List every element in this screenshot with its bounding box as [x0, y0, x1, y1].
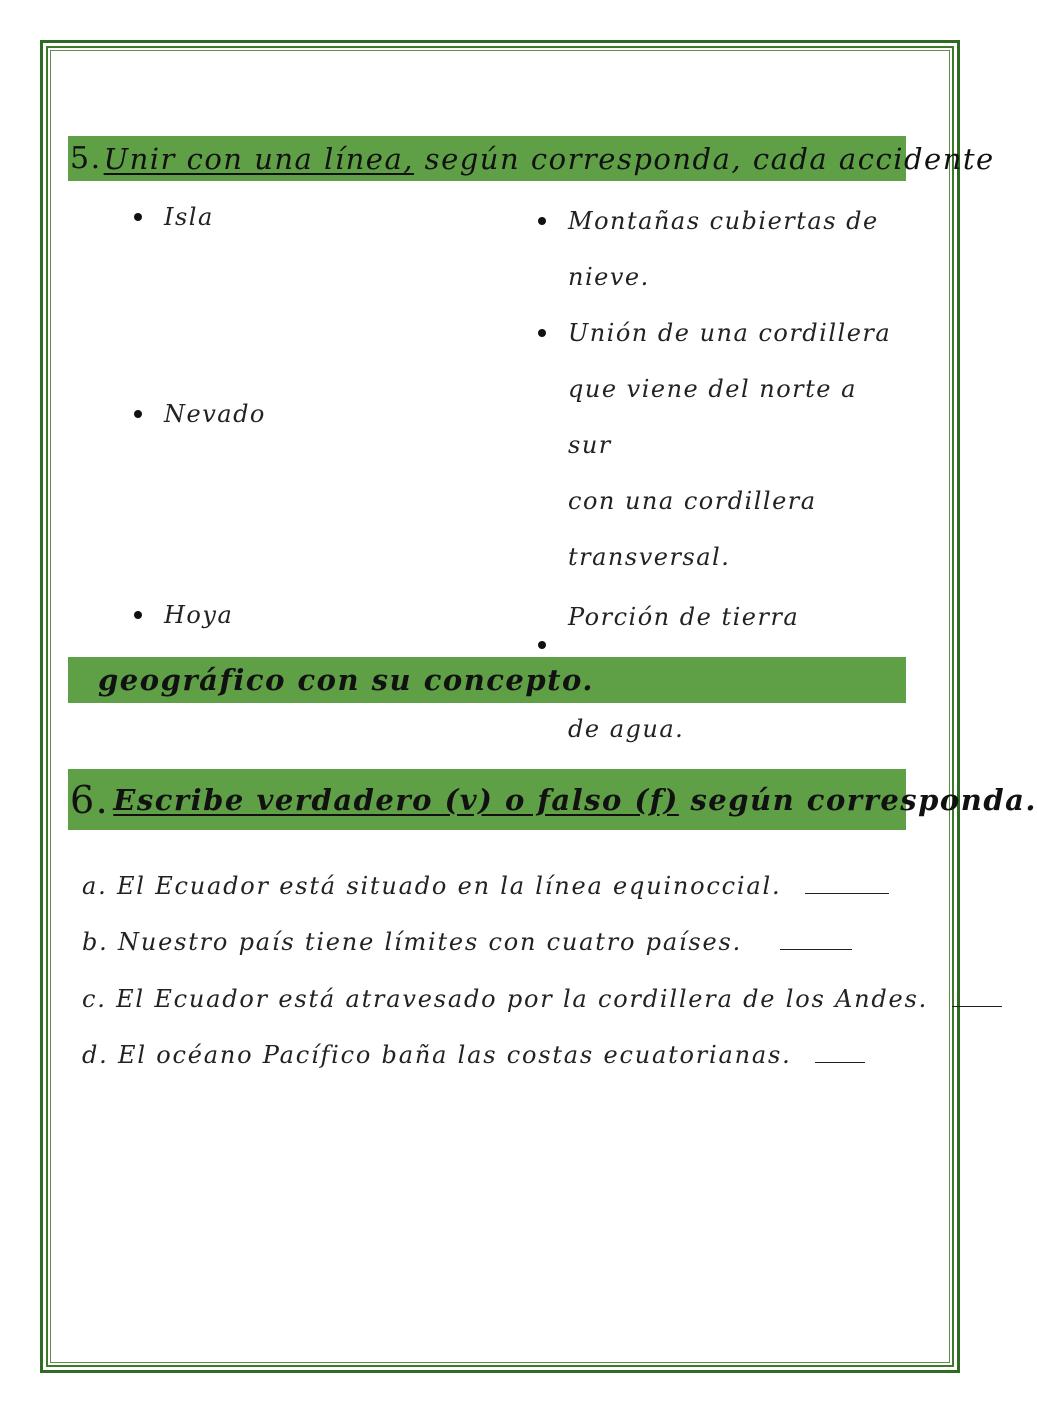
definition-2-line-1: Unión de una cordillera — [538, 305, 908, 361]
definition-1-line-1: Montañas cubiertas de — [538, 193, 908, 249]
answer-blank-a[interactable] — [805, 891, 889, 894]
left-item-nevado: Nevado — [134, 400, 266, 428]
answer-blank-d[interactable] — [815, 1060, 865, 1063]
definition-1-line-2: nieve. — [568, 263, 650, 291]
section-5-title-rest: según corresponda, cada accidente — [413, 141, 995, 176]
statement-b — [82, 928, 852, 956]
statement-d — [82, 1041, 865, 1069]
answer-blank-c[interactable] — [952, 1004, 1002, 1007]
definition-2-line-2: que viene del norte a sur — [568, 375, 857, 459]
definition-2-line-4: transversal. — [568, 543, 731, 571]
section-6-title-underlined: Escribe verdadero (v) o falso (f) — [113, 782, 679, 817]
section-6-title-rest: según corresponda. — [678, 782, 1037, 817]
statement-c-text: c. El Ecuador está atravesado por la cordillera de los Andes. — [82, 985, 929, 1013]
statement-d-text: d. El océano Pacífico baña las costas ecuatorianas. — [82, 1041, 792, 1069]
section-5-heading-continued: geográfico con su concepto. — [68, 657, 906, 703]
statement-a-text: a. El Ecuador está situado en la línea equinoccial. — [82, 872, 782, 900]
section-5-title-underlined: Unir con una línea, — [103, 141, 414, 176]
section-6-number: 6. — [70, 777, 110, 822]
section-5-heading — [68, 136, 995, 181]
definition-3-line-1: Porción de tierra — [538, 589, 908, 701]
statement-c — [82, 985, 1002, 1013]
answer-blank-b[interactable] — [780, 947, 852, 950]
left-item-hoya: Hoya — [134, 601, 266, 629]
statement-b-text: b. Nuestro país tiene límites con cuatro países. — [82, 928, 743, 956]
statement-a — [82, 872, 889, 900]
section-5-number: 5. — [70, 141, 102, 176]
definition-2-line-3: con una cordillera — [568, 487, 817, 515]
left-item-isla: Isla — [134, 203, 266, 231]
definition-3-line-2: de agua. — [568, 715, 685, 743]
section-6-heading — [68, 769, 1037, 830]
